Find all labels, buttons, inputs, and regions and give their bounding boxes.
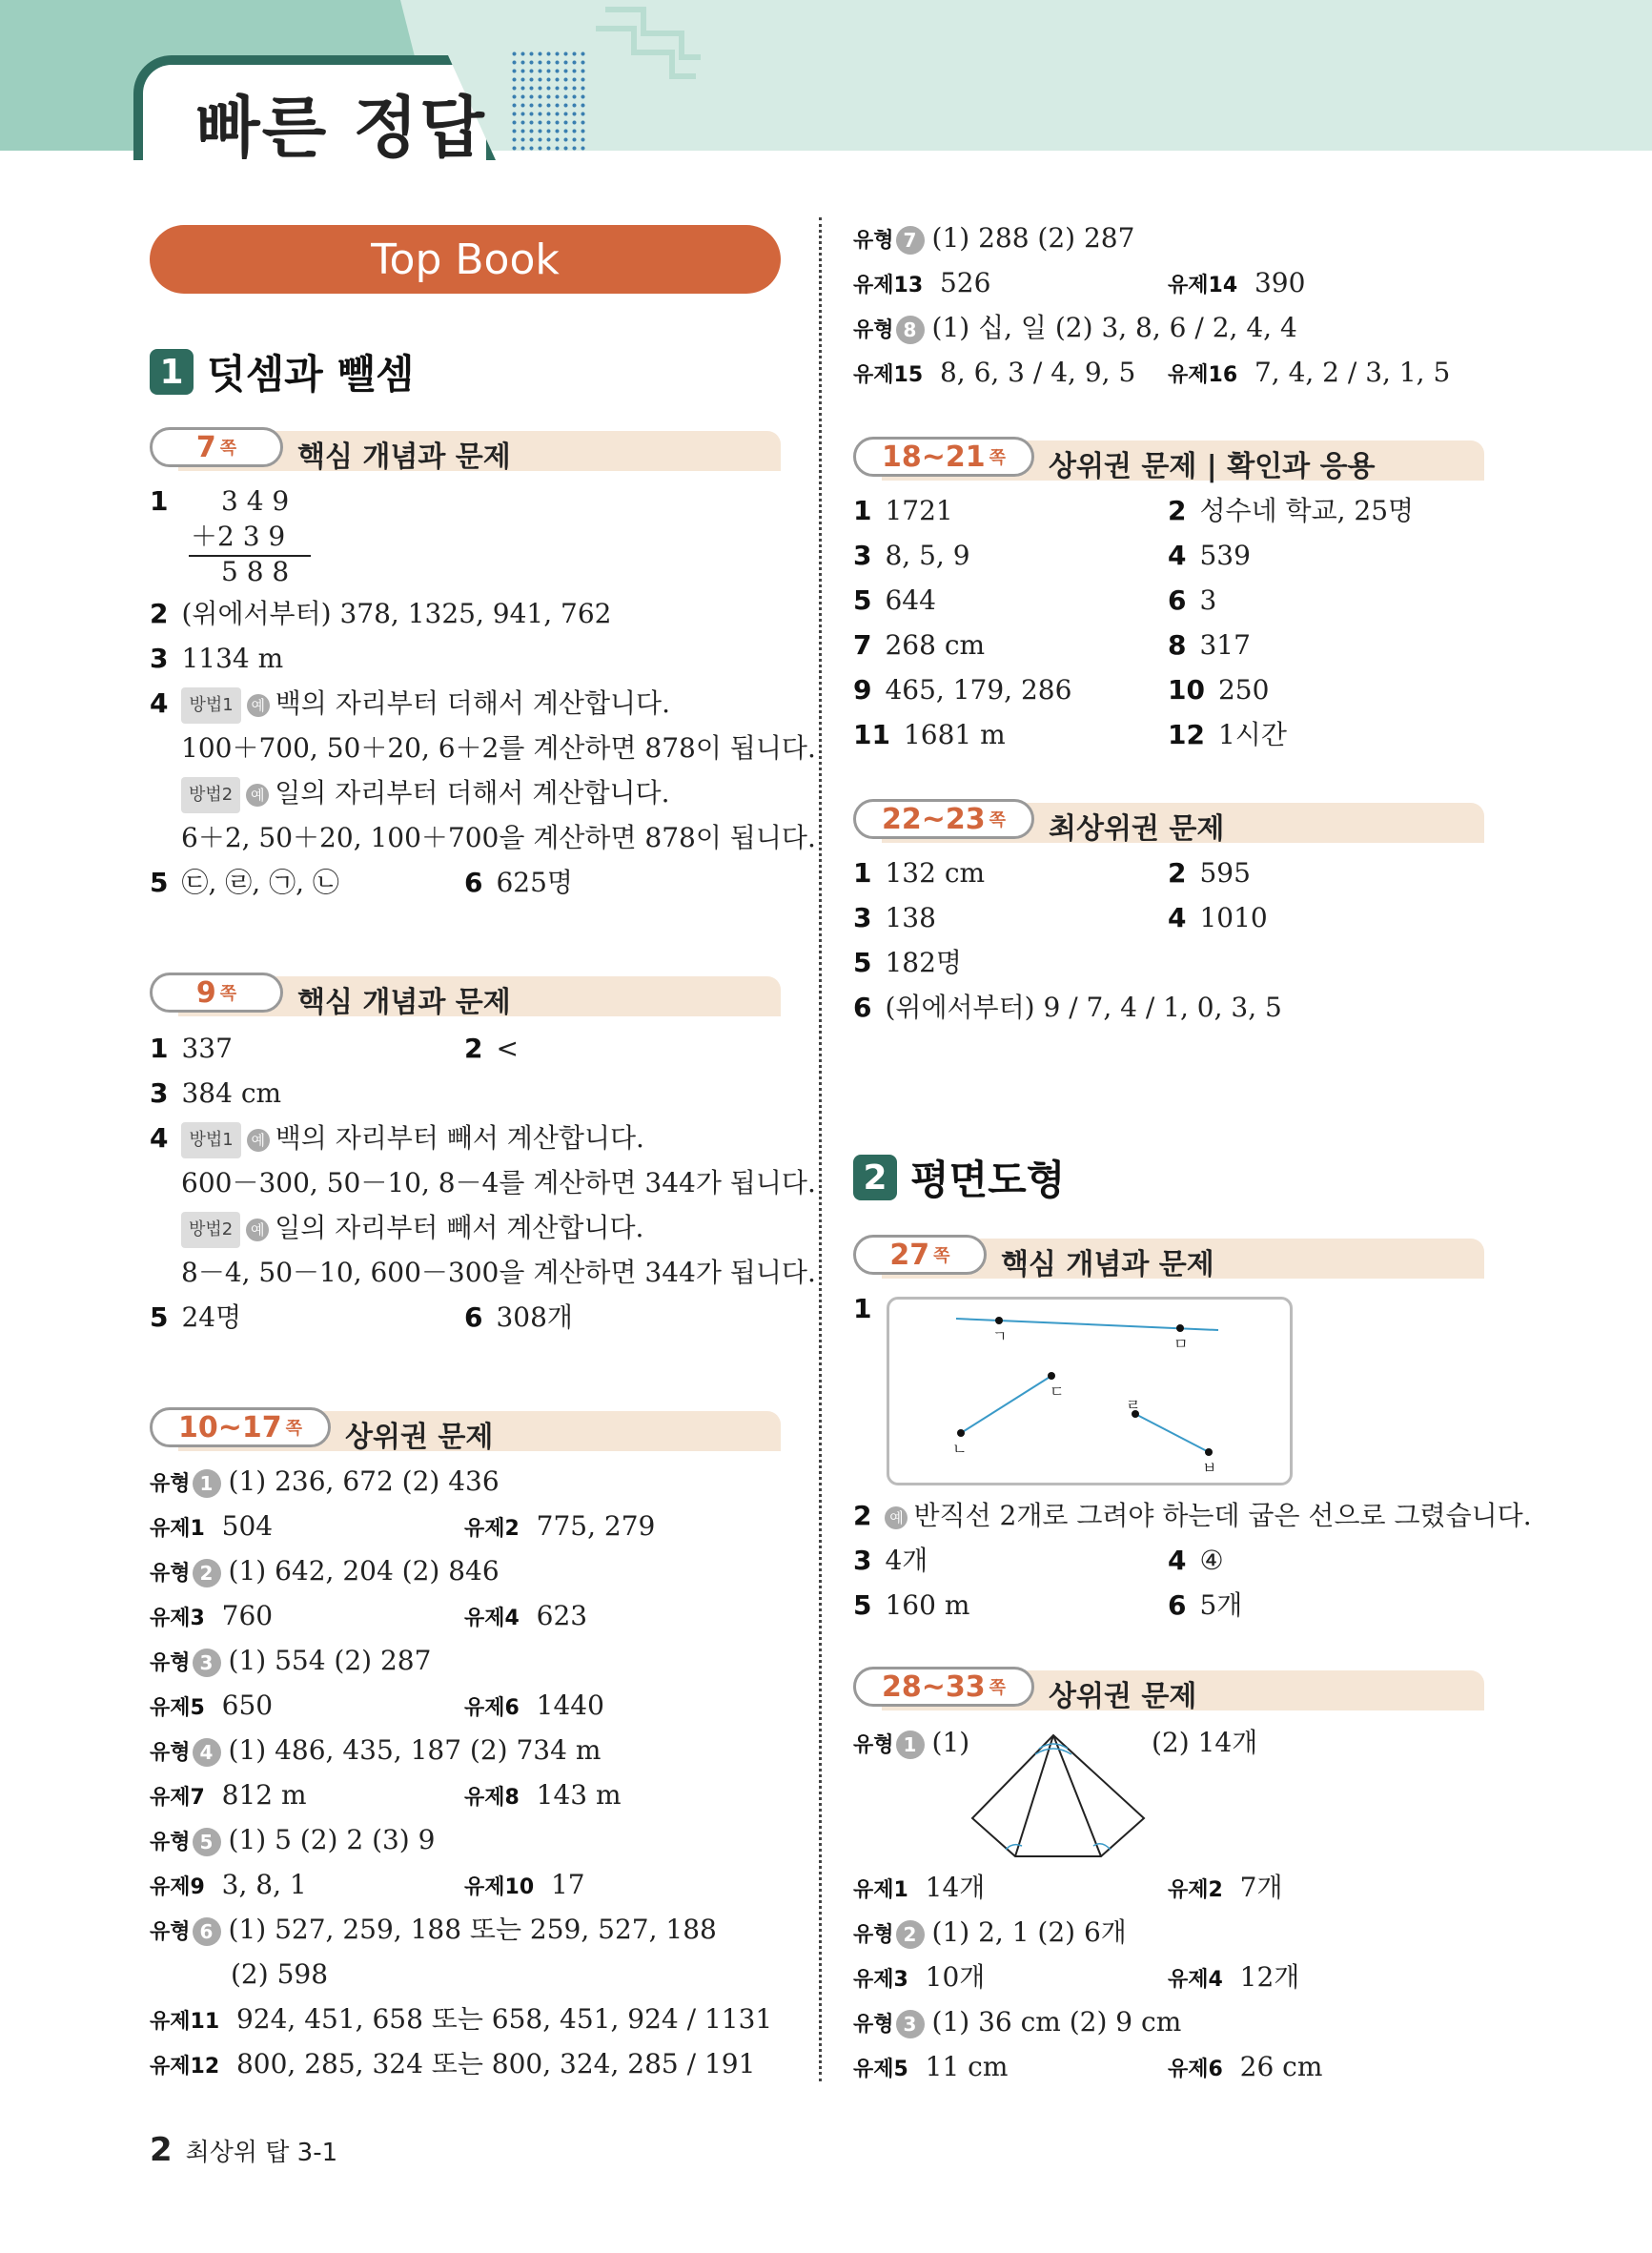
answer-1: 1	[150, 485, 169, 517]
section-pages: 7	[195, 430, 216, 464]
section-label: 최상위권 문제	[1049, 812, 1225, 846]
answer-row: 유제5 650	[150, 1690, 274, 1721]
answer-row: 7 268 cm	[853, 629, 986, 661]
example-mark: 예	[247, 694, 270, 717]
type-number: 1	[193, 1469, 221, 1498]
answer-row: 3 4개	[853, 1545, 928, 1576]
type-number: 5	[193, 1828, 221, 1856]
point-label: ㄴ	[952, 1440, 968, 1458]
point-label: ㅂ	[1202, 1459, 1217, 1477]
answer-5: 5 ㉢, ㉣, ㉠, ㉡	[150, 867, 339, 898]
example-mark: 예	[247, 1129, 270, 1152]
answer-row: 유제11 924, 451, 658 또는 658, 451, 924 / 1131	[150, 2003, 773, 2035]
section-pages: 22~23	[881, 802, 986, 836]
problem-number: 2	[504, 1517, 520, 1541]
answer-row: 3 8, 5, 9	[853, 540, 970, 571]
answer-row: 2 595	[1168, 857, 1251, 889]
answer-row: 유형 8 (1) 십, 일 (2) 3, 8, 6 / 2, 4, 4	[853, 312, 1297, 343]
example-mark: 예	[885, 1506, 908, 1529]
answer-4-line2: 600－300, 50－10, 8－4를 계산하면 344가 됩니다.	[181, 1167, 816, 1198]
answer-row: (2) 598	[231, 1958, 329, 1990]
answer-3: 3 384 cm	[150, 1077, 282, 1109]
answer-4-line4: 8－4, 50－10, 600－300을 계산하면 344가 됩니다.	[181, 1257, 816, 1288]
section-header-p28-33	[853, 1667, 1484, 1713]
point-label: ㄷ	[1050, 1383, 1065, 1401]
point-label: ㅁ	[1173, 1335, 1189, 1353]
answer-row: 유제3 10개	[853, 1961, 986, 1993]
answer-row: 유제16 7, 4, 2 / 3, 1, 5	[1168, 357, 1451, 388]
type-number: 3	[896, 2010, 925, 2038]
page-title: 빠른 정답	[195, 89, 486, 167]
answer-row: 유형 6 (1) 527, 259, 188 또는 259, 527, 188	[150, 1914, 717, 1945]
problem-number: 2	[1208, 1878, 1223, 1902]
dot-grid-decoration	[510, 50, 586, 154]
page-unit: 쪽	[989, 810, 1007, 830]
stairs-decoration-icon	[586, 0, 710, 86]
chapter-2-heading	[853, 1149, 1065, 1206]
answer-row: 유형 1 (1) 236, 672 (2) 436	[150, 1465, 500, 1497]
chapter-title: 평면도형	[910, 1157, 1066, 1203]
type-number: 4	[193, 1738, 221, 1767]
chapter-number: 1	[150, 349, 194, 395]
sum-result: 5 8 8	[221, 556, 290, 587]
answer-row: 11 1681 m	[853, 719, 1006, 750]
answer-row: 유제10 17	[464, 1869, 585, 1900]
method2-badge: 방법2	[181, 777, 240, 813]
chapter-1-heading	[150, 343, 414, 400]
page-unit: 쪽	[219, 439, 237, 459]
problem-number: 4	[1208, 1968, 1223, 1992]
answer-row: 유형 3 (1) 554 (2) 287	[150, 1645, 432, 1676]
answer-row: 유제9 3, 8, 1	[150, 1869, 307, 1900]
answer-row: 12 1시간	[1168, 719, 1287, 750]
answer-row: 유제7 812 m	[150, 1779, 307, 1811]
answer-4: 4 방법1 예 백의 자리부터 더해서 계산합니다.	[150, 686, 670, 724]
method1-badge: 방법1	[181, 687, 240, 724]
answer-row: 유제13 526	[853, 267, 991, 298]
answer-row: 4 ④	[1168, 1545, 1224, 1576]
book-name: 최상위 탑 3-1	[185, 2139, 338, 2167]
addend-top: 3 4 9	[221, 485, 290, 517]
page-footer	[150, 2131, 337, 2169]
problem-number: 14	[1208, 274, 1238, 297]
answer-row: 유제14 390	[1168, 267, 1306, 298]
section-pages: 28~33	[881, 1669, 986, 1704]
answer-row: 3 138	[853, 902, 936, 933]
section-header-p22-23	[853, 799, 1484, 846]
answer-4-line2: 100＋700, 50＋20, 6＋2를 계산하면 878이 됩니다.	[181, 732, 816, 764]
answer-2: 2 (위에서부터) 378, 1325, 941, 762	[150, 598, 612, 629]
problem-number: 5	[893, 2058, 908, 2081]
answer-row: 유제6 26 cm	[1168, 2051, 1323, 2082]
page-unit: 쪽	[219, 984, 237, 1004]
type-number: 6	[193, 1917, 221, 1946]
section-pages: 18~21	[881, 440, 986, 474]
section-header-p10-17	[150, 1407, 781, 1454]
chapter-number: 2	[853, 1155, 897, 1200]
section-label: 핵심 개념과 문제	[297, 440, 511, 474]
answer-row: 유제4 12개	[1168, 1961, 1300, 1993]
problem-number: 4	[504, 1607, 520, 1630]
section-header-p7	[150, 427, 781, 474]
problem-number: 9	[190, 1875, 205, 1899]
pentagon-figure	[963, 1728, 1153, 1861]
answer-row: 유형 5 (1) 5 (2) 2 (3) 9	[150, 1824, 436, 1855]
section-pages: 10~17	[177, 1410, 282, 1444]
answer-row: 유제12 800, 285, 324 또는 800, 324, 285 / 191	[150, 2048, 756, 2079]
section-label: 상위권 문제	[345, 1421, 494, 1454]
problem-number: 15	[893, 363, 924, 387]
method1-badge: 방법1	[181, 1122, 240, 1158]
section-pages: 27	[889, 1238, 930, 1272]
chapter-title: 덧셈과 뺄셈	[207, 351, 415, 398]
answer-row: 유제4 623	[464, 1600, 588, 1631]
answer-4-line3: 방법2 예 일의 자리부터 더해서 계산합니다.	[181, 776, 670, 813]
problem-number: 3	[190, 1607, 205, 1630]
answer-row: 유제8 143 m	[464, 1779, 622, 1811]
problem-number: 8	[504, 1786, 520, 1810]
problem-number: 16	[1208, 363, 1238, 387]
answer-row: 5 182명	[853, 947, 962, 978]
type-number: 7	[896, 226, 925, 255]
point-label: ㄱ	[992, 1327, 1008, 1345]
answer-row: 유제2 775, 279	[464, 1510, 656, 1542]
problem-number: 11	[190, 2010, 220, 2034]
answer-row: 유제3 760	[150, 1600, 274, 1631]
answer-1: 1	[853, 1293, 872, 1324]
page-unit: 쪽	[989, 448, 1007, 468]
answer-row: 4 1010	[1168, 902, 1268, 933]
page-unit: 쪽	[989, 1678, 1007, 1698]
problem-number: 5	[190, 1696, 205, 1720]
answer-row: 6 3	[1168, 584, 1217, 616]
section-label: 핵심 개념과 문제	[297, 986, 511, 1019]
answer-row: 2 성수네 학교, 25명	[1168, 495, 1415, 526]
type-1-answer: 유형 1 (1)	[853, 1727, 970, 1758]
answer-row: 유제5 11 cm	[853, 2051, 1009, 2082]
type-1-part-2: (2) 14개	[1152, 1727, 1258, 1758]
answer-2: 2 예 반직선 2개로 그려야 하는데 굽은 선으로 그렸습니다.	[853, 1500, 1532, 1531]
book-title-pill: Top Book	[150, 225, 781, 294]
answer-row: 유형 2 (1) 2, 1 (2) 6개	[853, 1916, 1127, 1948]
answer-row: 유형 4 (1) 486, 435, 187 (2) 734 m	[150, 1734, 602, 1766]
answer-row: 8 317	[1168, 629, 1251, 661]
section-header-p9	[150, 973, 781, 1019]
point-label: ㄹ	[1126, 1396, 1141, 1414]
problem-number: 6	[1208, 2058, 1223, 2081]
answer-row: 9 465, 179, 286	[853, 674, 1072, 706]
answer-row: 6 (위에서부터) 9 / 7, 4 / 1, 0, 3, 5	[853, 992, 1282, 1023]
answer-row: 유제2 7개	[1168, 1872, 1283, 1903]
answer-row: 유제1 504	[150, 1510, 274, 1542]
answer-4-line3: 방법2 예 일의 자리부터 빼서 계산합니다.	[181, 1211, 643, 1248]
problem-number: 10	[504, 1875, 535, 1899]
answer-row: 5 160 m	[853, 1589, 970, 1621]
section-label: 핵심 개념과 문제	[1001, 1248, 1214, 1281]
answer-row: 1 132 cm	[853, 857, 986, 889]
answer-row: 5 644	[853, 584, 936, 616]
answer-4: 4 방법1 예 백의 자리부터 빼서 계산합니다.	[150, 1121, 644, 1158]
type-number: 2	[896, 1920, 925, 1949]
answer-row: 유형 7 (1) 288 (2) 287	[853, 222, 1135, 254]
answer-3: 3 1134 m	[150, 643, 284, 674]
answer-6: 6 308개	[464, 1301, 573, 1333]
ray-diagram	[889, 1300, 1284, 1477]
type-number: 3	[193, 1649, 221, 1677]
answer-row: 6 5개	[1168, 1589, 1243, 1621]
method2-badge: 방법2	[181, 1212, 240, 1248]
page-number: 2	[150, 2131, 173, 2169]
problem-number: 1	[190, 1517, 205, 1541]
answer-2: 2 <	[464, 1033, 519, 1064]
problem-number: 6	[504, 1696, 520, 1720]
page-unit: 쪽	[285, 1419, 303, 1439]
problem-number: 12	[190, 2055, 220, 2079]
answer-4-line4: 6＋2, 50＋20, 100＋700을 계산하면 878이 됩니다.	[181, 822, 816, 853]
answer-row: 유형 2 (1) 642, 204 (2) 846	[150, 1555, 500, 1587]
problem-number: 3	[893, 1968, 908, 1992]
section-header-p27	[853, 1235, 1484, 1279]
answer-row: 10 250	[1168, 674, 1270, 706]
addend-bottom: ＋2 3 9	[191, 521, 286, 552]
answer-row: 유형 3 (1) 36 cm (2) 9 cm	[853, 2006, 1182, 2038]
section-pages: 9	[195, 975, 216, 1010]
answer-5: 5 24명	[150, 1301, 242, 1333]
answer-row: 유제1 14개	[853, 1872, 986, 1903]
problem-number: 13	[893, 274, 924, 297]
answer-1: 1 337	[150, 1033, 233, 1064]
answer-row: 1 1721	[853, 495, 953, 526]
section-label: 상위권 문제	[1049, 1680, 1197, 1713]
line-figure	[887, 1297, 1293, 1485]
section-label: 상위권 문제 | 확인과 응용	[1049, 450, 1376, 483]
answer-row: 유제6 1440	[464, 1690, 604, 1721]
type-number: 8	[896, 316, 925, 344]
answer-row: 유제15 8, 6, 3 / 4, 9, 5	[853, 357, 1136, 388]
section-header-p18-21	[853, 437, 1484, 481]
problem-number: 1	[893, 1878, 908, 1902]
example-mark: 예	[246, 784, 269, 807]
answer-row: 4 539	[1168, 540, 1251, 571]
example-mark: 예	[246, 1219, 269, 1241]
page-unit: 쪽	[933, 1246, 950, 1266]
column-divider	[819, 217, 822, 2081]
problem-number: 7	[190, 1786, 205, 1810]
type-number: 2	[193, 1559, 221, 1587]
answer-6: 6 625명	[464, 867, 573, 898]
